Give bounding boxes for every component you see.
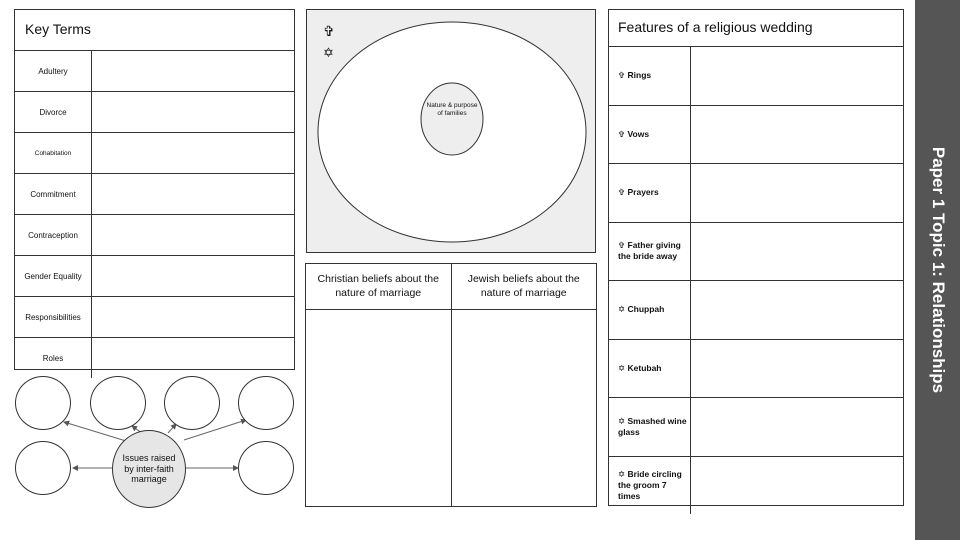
key-term-label: Roles <box>15 338 92 378</box>
key-term-row <box>15 297 294 338</box>
arrow-top-mid-right <box>168 424 176 433</box>
wedding-feature-field[interactable] <box>691 457 903 515</box>
key-term-row <box>15 338 294 378</box>
christian-beliefs-column <box>306 264 451 506</box>
key-term-row <box>15 92 294 133</box>
wedding-feature-field[interactable] <box>691 164 903 222</box>
families-mindmap-graphic <box>307 10 597 254</box>
issues-center-bubble <box>112 430 186 508</box>
wedding-feature-label: ✞ Prayers <box>609 164 691 222</box>
wedding-feature-label: ✡ Chuppah <box>609 281 691 339</box>
wedding-feature-label: ✞ Rings <box>609 47 691 105</box>
families-mindmap-panel <box>306 9 596 253</box>
key-term-label: Adultery <box>15 51 92 91</box>
topic-banner-text: Paper 1 Topic 1: Relationships <box>928 146 948 394</box>
christian-beliefs-field[interactable] <box>306 310 451 506</box>
issue-bubble[interactable] <box>15 441 71 495</box>
star-of-david-icon: ✡ <box>618 415 626 426</box>
cross-icon: ✞ <box>323 23 335 39</box>
jewish-beliefs-column <box>451 264 597 506</box>
wedding-feature-label: ✡ Smashed wine glass <box>609 398 691 456</box>
key-term-row <box>15 174 294 215</box>
key-term-definition-field[interactable] <box>92 256 294 296</box>
key-term-definition-field[interactable] <box>92 215 294 255</box>
star-of-david-icon: ✡ <box>618 468 626 479</box>
cross-icon: ✞ <box>618 240 626 251</box>
key-term-definition-field[interactable] <box>92 92 294 132</box>
jewish-beliefs-field[interactable] <box>452 310 597 506</box>
issue-bubble[interactable] <box>90 376 146 430</box>
wedding-feature-label: ✡ Bride circling the groom 7 times <box>609 457 691 515</box>
issue-bubble[interactable] <box>238 376 294 430</box>
wedding-features-table <box>608 9 904 506</box>
cross-icon: ✞ <box>618 187 626 198</box>
topic-banner <box>915 0 960 540</box>
families-center-label: Nature & purpose of families <box>426 102 478 118</box>
key-term-row <box>15 215 294 256</box>
inner-ellipse <box>421 83 483 155</box>
key-term-row <box>15 133 294 174</box>
key-term-label: Divorce <box>15 92 92 132</box>
wedding-feature-field[interactable] <box>691 106 903 164</box>
wedding-feature-row <box>609 281 903 340</box>
issues-mindmap <box>14 374 296 512</box>
key-term-label: Gender Equality <box>15 256 92 296</box>
star-of-david-icon: ✡ <box>323 45 334 60</box>
wedding-features-title: Features of a religious wedding <box>609 10 903 47</box>
key-term-label: Responsibilities <box>15 297 92 337</box>
wedding-feature-field[interactable] <box>691 47 903 105</box>
wedding-feature-row <box>609 164 903 223</box>
key-term-label: Contraception <box>15 215 92 255</box>
key-term-definition-field[interactable] <box>92 174 294 214</box>
wedding-feature-field[interactable] <box>691 281 903 339</box>
wedding-feature-field[interactable] <box>691 223 903 281</box>
issue-bubble[interactable] <box>164 376 220 430</box>
jewish-beliefs-header: Jewish beliefs about the nature of marriage <box>452 264 597 310</box>
key-term-definition-field[interactable] <box>92 51 294 91</box>
star-of-david-icon: ✡ <box>618 304 626 315</box>
beliefs-table <box>305 263 597 507</box>
wedding-feature-row <box>609 47 903 106</box>
wedding-feature-row <box>609 223 903 282</box>
key-term-definition-field[interactable] <box>92 297 294 337</box>
issues-center-label: Issues raised by inter-faith marriage <box>122 452 176 485</box>
cross-icon: ✞ <box>618 128 626 139</box>
cross-icon: ✞ <box>618 70 626 81</box>
wedding-feature-label: ✞ Father giving the bride away <box>609 223 691 281</box>
key-term-row <box>15 256 294 297</box>
issue-bubble[interactable] <box>15 376 71 430</box>
wedding-feature-row <box>609 457 903 515</box>
star-of-david-icon: ✡ <box>618 362 626 373</box>
wedding-feature-label: ✡ Ketubah <box>609 340 691 398</box>
christian-beliefs-header: Christian beliefs about the nature of marriage <box>306 264 451 310</box>
wedding-feature-field[interactable] <box>691 398 903 456</box>
key-term-label: Cohabitation <box>15 133 92 173</box>
key-term-label: Commitment <box>15 174 92 214</box>
wedding-feature-label: ✞ Vows <box>609 106 691 164</box>
wedding-feature-field[interactable] <box>691 340 903 398</box>
key-terms-title: Key Terms <box>15 10 294 51</box>
wedding-feature-row <box>609 398 903 457</box>
key-term-row <box>15 51 294 92</box>
wedding-feature-row <box>609 106 903 165</box>
key-terms-table <box>14 9 295 370</box>
issue-bubble[interactable] <box>238 441 294 495</box>
key-term-definition-field[interactable] <box>92 338 294 378</box>
wedding-feature-row <box>609 340 903 399</box>
key-term-definition-field[interactable] <box>92 133 294 173</box>
